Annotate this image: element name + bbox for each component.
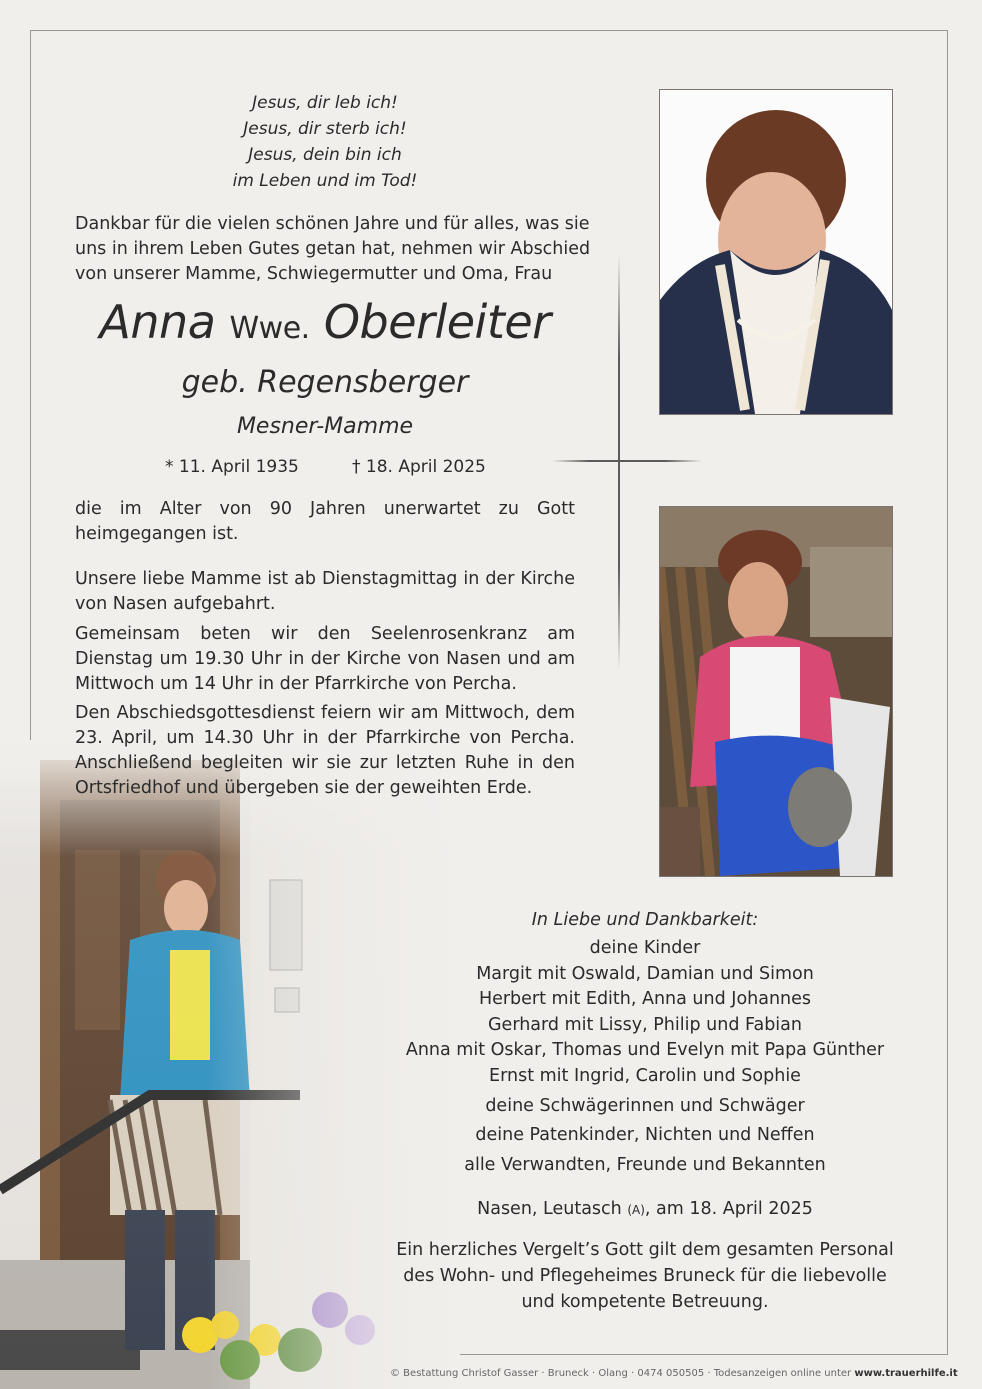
place-and-date (390, 1196, 900, 1223)
date-text: , am 18. April 2025 (644, 1199, 813, 1219)
family-line: Ernst mit Ingrid, Carolin und Sophie (489, 1065, 801, 1086)
birth-date: * 11. April 1935 (165, 457, 299, 477)
acknowledgement-line: des Wohn- und Pflegeheimes Bruneck für die liebevolle (403, 1266, 887, 1286)
paragraph-funeral: Den Abschiedsgottesdienst feiern wir am Mittwoch, dem 23. April, um 14.30 Uhr in der Pfarrkirche von Percha. Anschließend begleiten wir sie zur letzten Ruhe in den Ortsfriedhof und übergeben sie der geweihten Erde. (75, 703, 575, 798)
family-line: Anna mit Oskar, Thomas und Evelyn mit Papa Günther (405, 1040, 885, 1061)
footer-text: © Bestattung Christof Gasser · Bruneck · Olang · 0474 050505 · Todesanzeigen online unter (390, 1368, 855, 1379)
family-line: Herbert mit Edith, Anna und Johannes (478, 989, 812, 1010)
bible-verse (150, 90, 500, 194)
paragraph-laid-out: Unsere liebe Mamme ist ab Dienstagmittag in der Kirche von Nasen aufgebahrt. (75, 569, 575, 614)
verse-line: Jesus, dir sterb ich! (243, 119, 407, 139)
place-name: Nasen, Leutasch (477, 1199, 622, 1219)
mourners-heading: In Liebe und Dankbarkeit: (531, 910, 759, 930)
garden-photo (659, 506, 893, 877)
cross-vertical (618, 255, 620, 670)
life-dates (165, 454, 495, 480)
intro-line: Dankbar für die vielen schönen Jahre und für alles, was sie (75, 214, 590, 234)
family-line: Gerhard mit Lissy, Philip und Fabian (488, 1014, 802, 1035)
intro-line: von unserer Mamme, Schwiegermutter und Oma, Frau (75, 264, 553, 284)
family-line: Margit mit Oswald, Damian und Simon (476, 963, 814, 984)
relatives-line: alle Verwandten, Freunde und Bekannten (464, 1154, 826, 1175)
footer (390, 1368, 958, 1379)
mourners-list (390, 906, 900, 1178)
paragraph-rosary: Gemeinsam beten wir den Seelenrosenkranz am Dienstag um 19.30 Uhr in der Kirche von Nasen und am Mittwoch um 14 Uhr in der Pfarrkirche von Percha. (75, 624, 575, 694)
acknowledgement-line: und kompetente Betreuung. (521, 1292, 769, 1312)
relatives-line: deine Schwägerinnen und Schwäger (485, 1095, 805, 1116)
intro-line: uns in ihrem Leben Gutes getan hat, nehmen wir Abschied (75, 239, 591, 259)
last-name: Oberleiter (323, 295, 551, 349)
acknowledgement (390, 1237, 900, 1315)
footer-link[interactable]: www.trauerhilfe.it (854, 1368, 958, 1379)
portrait-photo (659, 89, 893, 415)
nickname: Mesner-Mamme (236, 414, 414, 439)
widow-abbreviation: Wwe. (229, 311, 310, 346)
relatives-line: deine Patenkinder, Nichten und Neffen (475, 1125, 815, 1146)
deceased-name (75, 292, 575, 359)
paragraph-age: die im Alter von 90 Jahren unerwartet zu Gott heimgegangen ist. (75, 499, 575, 544)
cross-horizontal (552, 460, 702, 462)
verse-line: Jesus, dir leb ich! (252, 93, 398, 113)
acknowledgement-line: Ein herzliches Vergelt’s Gott gilt dem gesamten Personal (396, 1240, 894, 1260)
country-code: (A) (627, 1203, 645, 1217)
first-name: Anna (99, 295, 216, 349)
verse-line: im Leben und im Tod! (232, 171, 418, 191)
intro-text (75, 212, 591, 287)
verse-line: Jesus, dein bin ich (248, 145, 402, 165)
children-label: deine Kinder (589, 938, 701, 958)
death-date: † 18. April 2025 (352, 457, 486, 477)
birth-name: geb. Regensberger (181, 365, 469, 400)
